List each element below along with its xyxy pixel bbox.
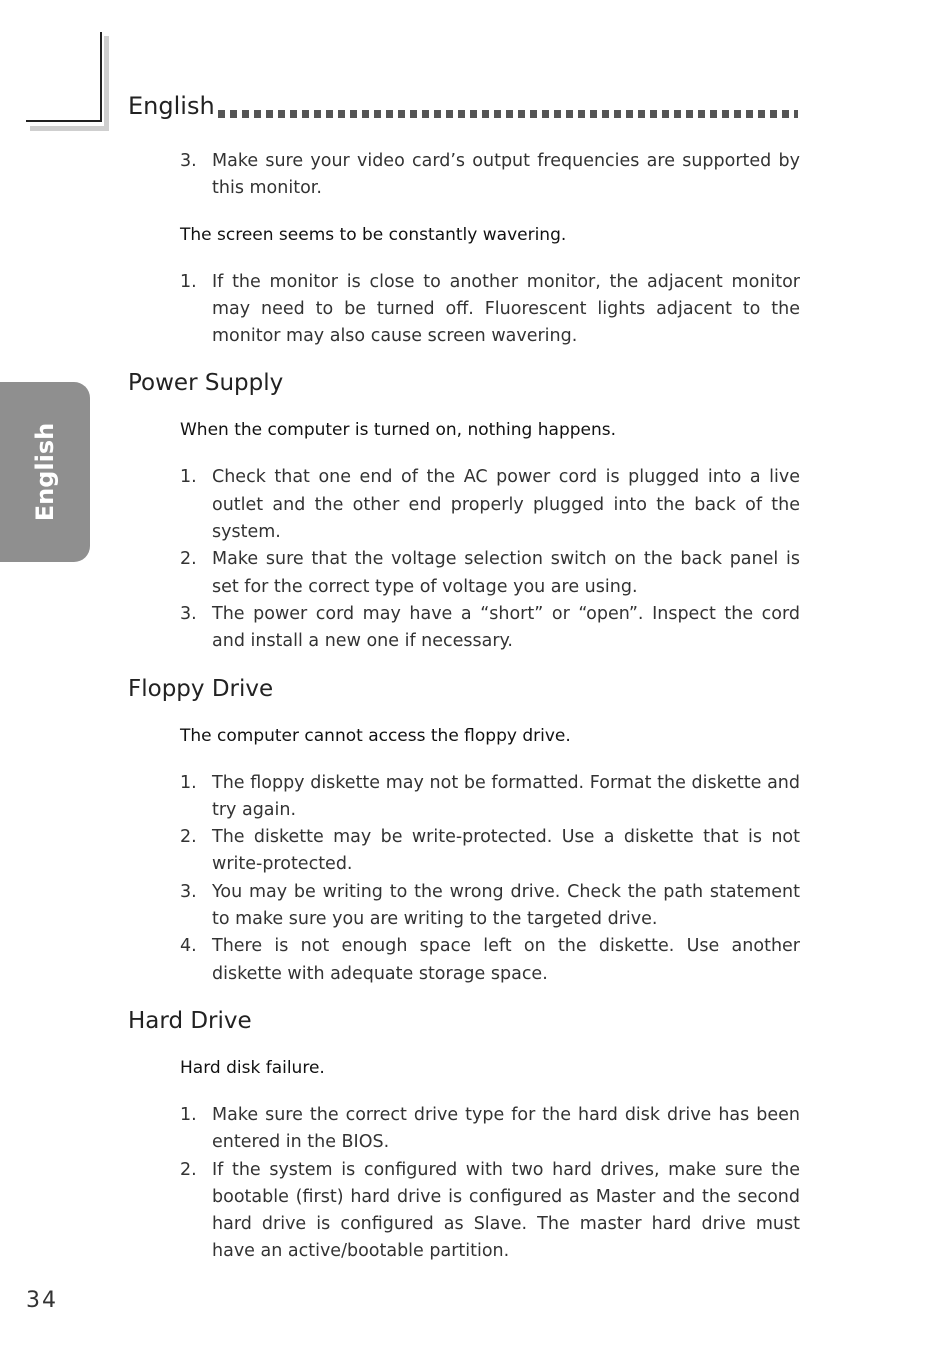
wavering-list (128, 269, 800, 351)
item-text: The power cord may have a “short” or “open”. Inspect the cord and install a new one if necessary. (212, 603, 800, 652)
problem-heading: The screen seems to be constantly wavering. (180, 224, 567, 245)
list-item (128, 269, 800, 351)
floppy-list (128, 770, 800, 988)
side-tab (0, 382, 90, 562)
item-number: 4. (180, 936, 197, 957)
item-text: There is not enough space left on the diskette. Use another diskette with adequate storage space. (212, 936, 800, 984)
problem-heading: When the computer is turned on, nothing happens. (180, 420, 617, 441)
section-title-hard: Hard Drive (128, 1007, 252, 1034)
list-item (128, 601, 800, 656)
section-title-floppy: Floppy Drive (128, 675, 274, 702)
section-title-power: Power Supply (128, 370, 284, 397)
list-item (128, 770, 800, 825)
item-number: 1. (180, 271, 197, 292)
page-content (128, 148, 800, 1266)
intro-list (128, 148, 800, 203)
item-text: Make sure your video card’s output frequencies are supported by this monitor. (212, 151, 800, 199)
list-item (128, 546, 800, 601)
item-text: If the monitor is close to another monitor, the adjacent monitor may need to be turned off. Fluorescent lights adjacent to the monitor may also cause screen wavering. (212, 271, 800, 347)
header-title: English (128, 92, 215, 120)
list-item (128, 148, 800, 203)
item-text: You may be writing to the wrong drive. Check the path statement to make sure you are writing to the targeted drive. (212, 881, 800, 930)
item-number: 2. (180, 549, 197, 570)
item-number: 3. (180, 151, 197, 171)
header-dotted-rule (218, 110, 798, 118)
item-number: 2. (180, 827, 197, 848)
list-item (128, 1157, 800, 1266)
item-number: 3. (180, 881, 197, 902)
list-item (128, 1102, 800, 1157)
item-text: Make sure that the voltage selection switch on the back panel is set for the correct type of voltage you are using. (212, 549, 800, 597)
page-number: 34 (26, 1288, 58, 1313)
list-item (128, 933, 800, 988)
problem-heading: Hard disk failure. (180, 1057, 325, 1078)
item-number: 2. (180, 1159, 197, 1180)
item-number: 3. (180, 603, 197, 624)
item-text: Make sure the correct drive type for the hard disk drive has been entered in the BIOS. (212, 1104, 800, 1153)
item-text: If the system is configured with two hard drives, make sure the bootable (first) hard drive is configured as Master and the second hard drive is configured as Slave. The master hard drive must have an active/bootable partition. (212, 1159, 800, 1262)
item-text: The floppy diskette may not be formatted. Format the diskette and try again. (212, 772, 800, 820)
item-number: 1. (180, 467, 197, 488)
item-text: Check that one end of the AC power cord is plugged into a live outlet and the other end properly plugged into the back of the system. (212, 467, 800, 543)
item-text: The diskette may be write-protected. Use a diskette that is not write-protected. (212, 827, 800, 875)
list-item (128, 464, 800, 546)
hard-list (128, 1102, 800, 1266)
list-item (128, 879, 800, 934)
item-number: 1. (180, 772, 197, 793)
problem-heading: The computer cannot access the floppy drive. (180, 725, 571, 746)
power-list (128, 464, 800, 655)
side-tab-label: English (31, 422, 59, 522)
corner-mark (26, 32, 102, 122)
item-number: 1. (180, 1104, 197, 1125)
list-item (128, 824, 800, 879)
